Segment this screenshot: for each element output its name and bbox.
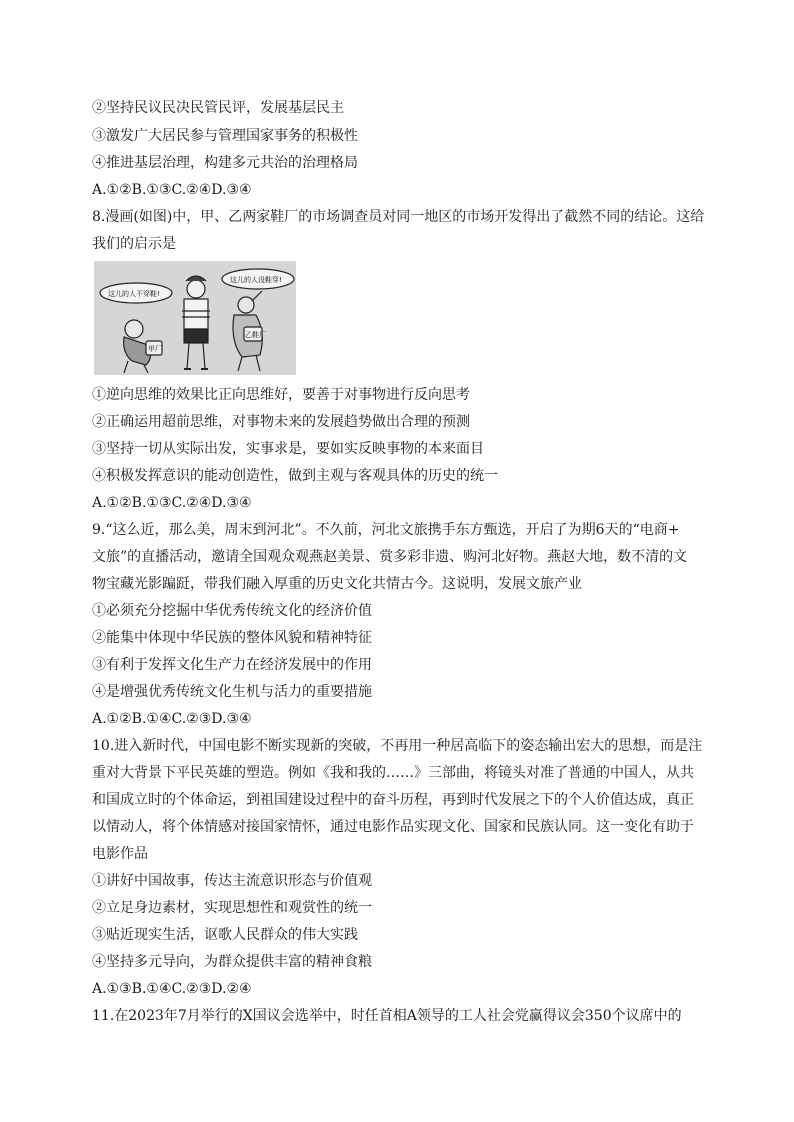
q8-option-1: ①逆向思维的效果比正向思维好，要善于对事物进行反向思考 xyxy=(92,387,470,403)
q9-answer-choices: A.①②B.①④C.②③D.③④ xyxy=(92,711,252,727)
q7-answer-choices: A.①②B.①③C.②④D.③④ xyxy=(92,182,252,198)
q10-option-1: ①讲好中国故事，传达主流意识形态与价值观 xyxy=(92,873,372,889)
q7-option-3: ③激发广大居民参与管理国家事务的积极性 xyxy=(92,128,358,144)
comic-right-bubble-text: 这儿的人没鞋穿! xyxy=(230,276,282,284)
q7-option-2: ②坚持民议民决民管民评，发展基层民主 xyxy=(92,100,344,116)
q10-option-3: ③贴近现实生活，讴歌人民群众的伟大实践 xyxy=(92,927,358,943)
q8-answer-choices: A.①②B.①③C.②④D.③④ xyxy=(92,495,252,511)
q9-option-2: ②能集中体现中华民族的整体风貌和精神特征 xyxy=(92,630,372,646)
q9-option-3: ③有利于发挥文化生产力在经济发展中的作用 xyxy=(92,657,372,673)
q8-option-3: ③坚持一切从实际出发，实事求是，要如实反映事物的本来面目 xyxy=(92,441,484,457)
q10-option-2: ②立足身边素材，实现思想性和观赏性的统一 xyxy=(92,900,372,916)
q10-stem-line-2: 重对大背景下平民英雄的塑造。例如《我和我的……》三部曲，将镜头对准了普通的中国人，从共 xyxy=(92,765,694,781)
q10-stem-line-5: 电影作品 xyxy=(92,846,148,862)
q7-option-4: ④推进基层治理，构建多元共治的治理格局 xyxy=(92,155,358,171)
comic-right-bag-label: 乙鞋厂 xyxy=(245,331,266,339)
q8-cartoon-image xyxy=(94,261,296,375)
q10-option-4: ④坚持多元导向，为群众提供丰富的精神食粮 xyxy=(92,954,372,970)
q9-stem-line-1: 9.“这么近，那么美，周末到河北”。不久前，河北文旅携手东方甄选，开启了为期6天的“电商+ xyxy=(92,522,680,538)
q8-option-2: ②正确运用超前思维，对事物未来的发展趋势做出合理的预测 xyxy=(92,414,470,430)
q10-stem-line-3: 和国成立时的个体命运，到祖国建设过程中的奋斗历程，再到时代发展之下的个人价值达成，真正 xyxy=(92,792,694,808)
comic-left-bubble-text: 这儿的人不穿鞋! xyxy=(108,290,160,298)
q8-option-4: ④积极发挥意识的能动创造性，做到主观与客观具体的历史的统一 xyxy=(92,468,498,484)
q10-answer-choices: A.①③B.①④C.②③D.②④ xyxy=(92,981,252,997)
q9-option-4: ④是增强优秀传统文化生机与活力的重要措施 xyxy=(92,684,372,700)
q9-stem-line-3: 物宝藏光影蹁跹，带我们融入厚重的历史文化共情古今。这说明，发展文旅产业 xyxy=(92,576,582,592)
comic-left-bag-label: 甲厂 xyxy=(148,345,162,353)
q9-stem-line-2: 文旅”的直播活动，邀请全国观众观燕赵美景、赏多彩非遗、购河北好物。燕赵大地，数不清的文 xyxy=(92,549,688,565)
q10-stem-line-1: 10.进入新时代，中国电影不断实现新的突破，不再用一种居高临下的姿态输出宏大的思想，而是注 xyxy=(92,738,703,754)
q8-stem-line-1: 8.漫画(如图)中，甲、乙两家鞋厂的市场调查员对同一地区的市场开发得出了截然不同的结论。这给 xyxy=(92,209,705,225)
q11-stem-line-1: 11.在2023年7月举行的X国议会选举中，时任首相A领导的工人社会党赢得议会350个议席中的 xyxy=(92,1008,682,1024)
q8-stem-line-2: 我们的启示是 xyxy=(92,236,176,252)
q10-stem-line-4: 以情动人，将个体情感对接国家情怀，通过电影作品实现文化、国家和民族认同。这一变化有助于 xyxy=(92,819,694,835)
q9-option-1: ①必须充分挖掘中华优秀传统文化的经济价值 xyxy=(92,603,372,619)
